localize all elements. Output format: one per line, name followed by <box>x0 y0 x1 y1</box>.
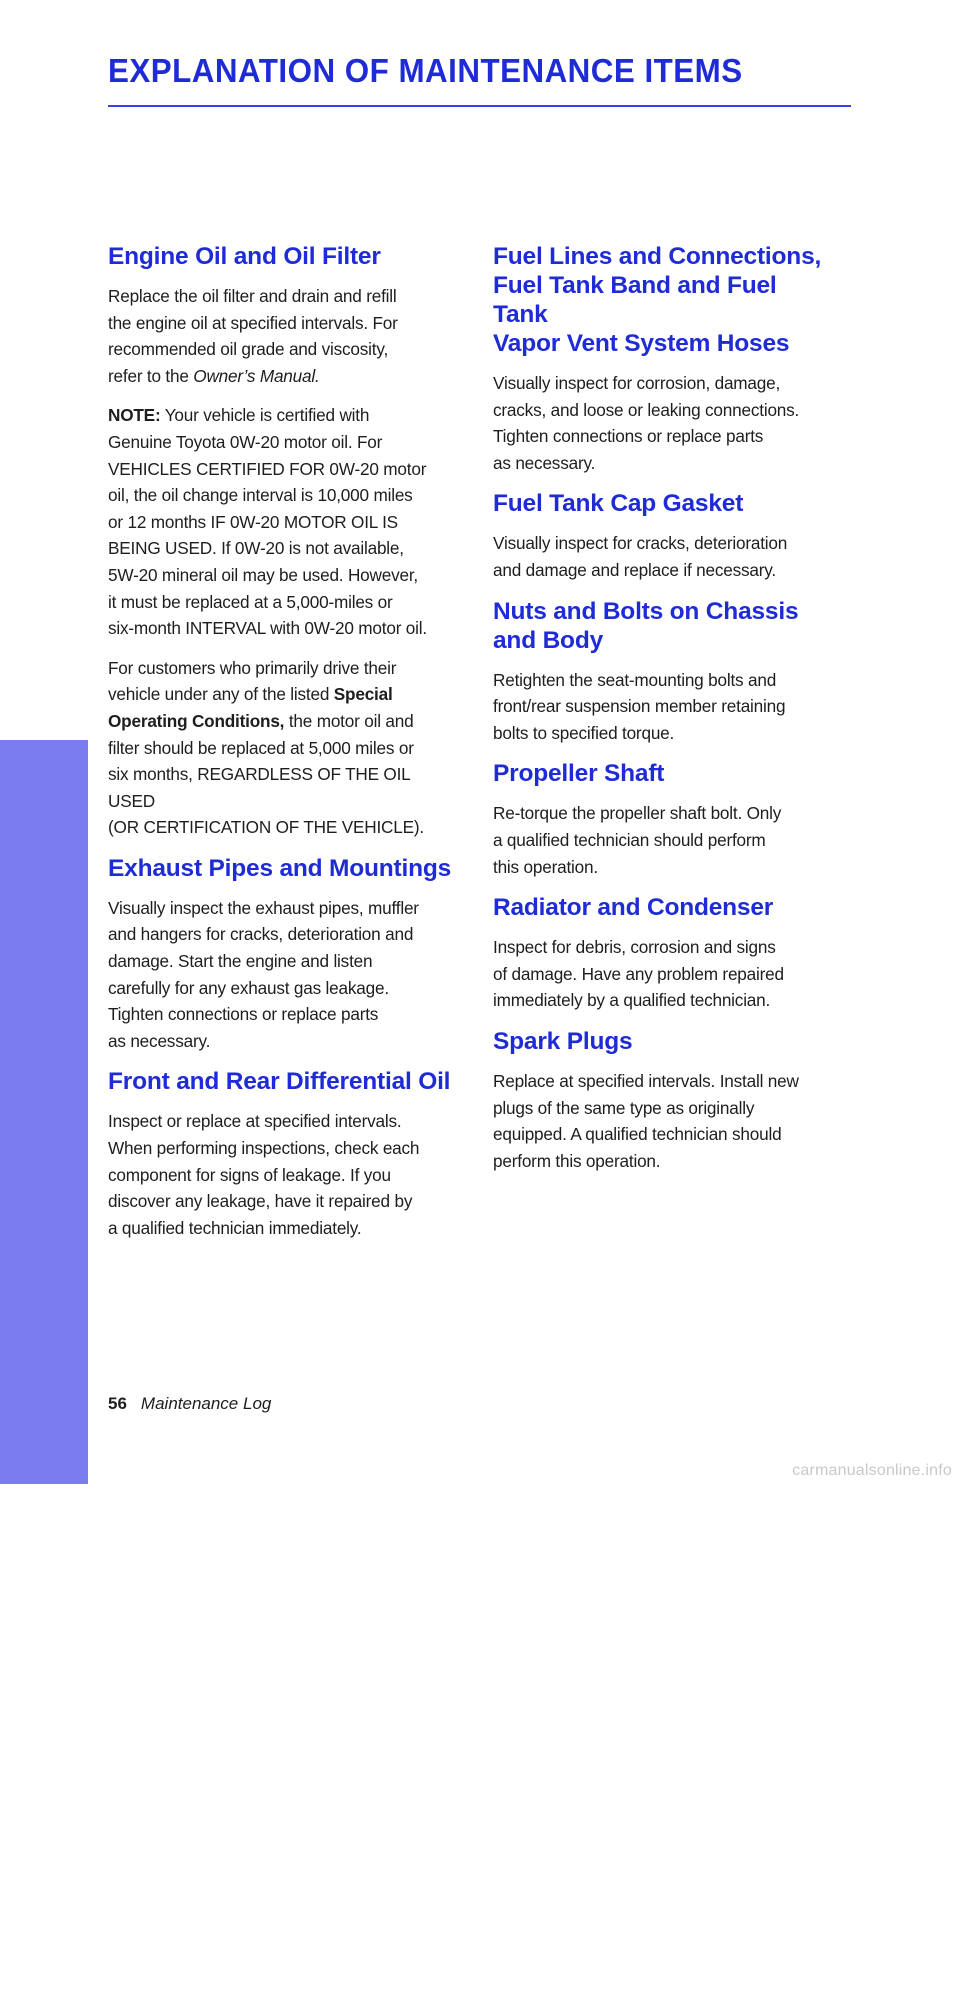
radiator-heading: Radiator and Condenser <box>493 894 774 922</box>
section-engine-oil <box>108 242 460 841</box>
fuel-cap-heading: Fuel Tank Cap Gasket <box>493 490 744 518</box>
section-spark-plugs <box>493 1027 823 1174</box>
page-number: 56 <box>108 1394 127 1413</box>
footer-section-label: Maintenance Log <box>140 1394 272 1413</box>
note-label: NOTE: <box>108 405 161 426</box>
fuel-lines-heading: Fuel Lines and Connections, Fuel Tank Band and Fuel Tank Vapor Vent System Hoses <box>493 243 822 357</box>
propeller-text: Re-torque the propeller shaft bolt. Only a qualified technician should perform this operation. <box>493 803 782 877</box>
section-fuel-lines <box>493 242 823 476</box>
exhaust-heading: Exhaust Pipes and Mountings <box>108 854 452 882</box>
section-propeller <box>493 759 823 880</box>
engine-oil-paragraph <box>108 283 460 389</box>
section-radiator <box>493 893 823 1014</box>
exhaust-text: Visually inspect the exhaust pipes, muffler and hangers for cracks, deterioration and damage. Start the engine and listen carefully for any exhaust gas leakage. Tighten connections or replace parts as necessary. <box>108 897 419 1051</box>
engine-oil-heading: Engine Oil and Oil Filter <box>108 243 381 270</box>
section-differential <box>108 1067 460 1241</box>
right-column <box>493 242 823 1187</box>
propeller-heading: Propeller Shaft <box>493 760 665 788</box>
nuts-bolts-text: Retighten the seat-mounting bolts and front/rear suspension member retaining bolts to specified torque. <box>493 669 786 743</box>
page-footer <box>108 1394 271 1414</box>
section-exhaust <box>108 854 460 1055</box>
special-conditions-bold: Special Operating Conditions, <box>108 684 393 731</box>
special-conditions-pre: For customers who primarily drive their vehicle under any of the listed <box>108 657 397 705</box>
page-title: EXPLANATION OF MAINTENANCE ITEMS <box>108 52 743 89</box>
special-conditions-paragraph <box>108 655 460 841</box>
engine-oil-text: Replace the oil filter and drain and refill the engine oil at specified intervals. For recommended oil grade and viscosity, refer to the <box>108 286 398 386</box>
engine-oil-note <box>108 402 460 641</box>
fuel-lines-text: Visually inspect for corrosion, damage, cracks, and loose or leaking connections. Tighten connections or replace parts as necessary. <box>493 373 800 473</box>
side-tab-label: MAINTENANCE <box>24 1702 63 1998</box>
spark-plugs-text: Replace at specified intervals. Install new plugs of the same type as originally equipped. A qualified technician should perform this operation. <box>493 1070 799 1171</box>
section-fuel-cap <box>493 489 823 583</box>
radiator-text: Inspect for debris, corrosion and signs of damage. Have any problem repaired immediately by a qualified technician. <box>493 937 784 1011</box>
owners-manual-reference: Owner’s Manual. <box>193 365 320 386</box>
nuts-bolts-heading: Nuts and Bolts on Chassis and Body <box>493 597 799 654</box>
title-divider <box>108 105 851 107</box>
note-text: Your vehicle is certified with Genuine Toyota 0W-20 motor oil. For VEHICLES CERTIFIED FOR 0W-20 motor oil, the oil change interval is 10,000 miles or 12 months IF 0W-20 MOTOR OIL IS BEING USED. If 0W-20 is not available, 5W-20 mineral oil may be used. However, it must be replaced at a 5,000-miles or six-month INTERVAL with 0W-20 motor oil. <box>108 405 427 639</box>
spark-plugs-heading: Spark Plugs <box>493 1027 633 1055</box>
differential-heading: Front and Rear Differential Oil <box>108 1068 451 1096</box>
fuel-cap-text: Visually inspect for cracks, deterioration and damage and replace if necessary. <box>493 533 788 580</box>
section-side-tab <box>0 740 88 1998</box>
differential-text: Inspect or replace at specified intervals. When performing inspections, check each component for signs of leakage. If you discover any leakage, have it repaired by a qualified technician immediately. <box>108 1111 420 1238</box>
special-conditions-post: the motor oil and filter should be replaced at 5,000 miles or six months, REGARDLESS OF THE OIL USED (OR CERTIFICATION OF THE VEHICLE). <box>108 710 424 838</box>
left-column <box>108 242 460 1254</box>
watermark: carmanualsonline.info <box>792 1462 952 1479</box>
section-nuts-bolts <box>493 597 823 747</box>
